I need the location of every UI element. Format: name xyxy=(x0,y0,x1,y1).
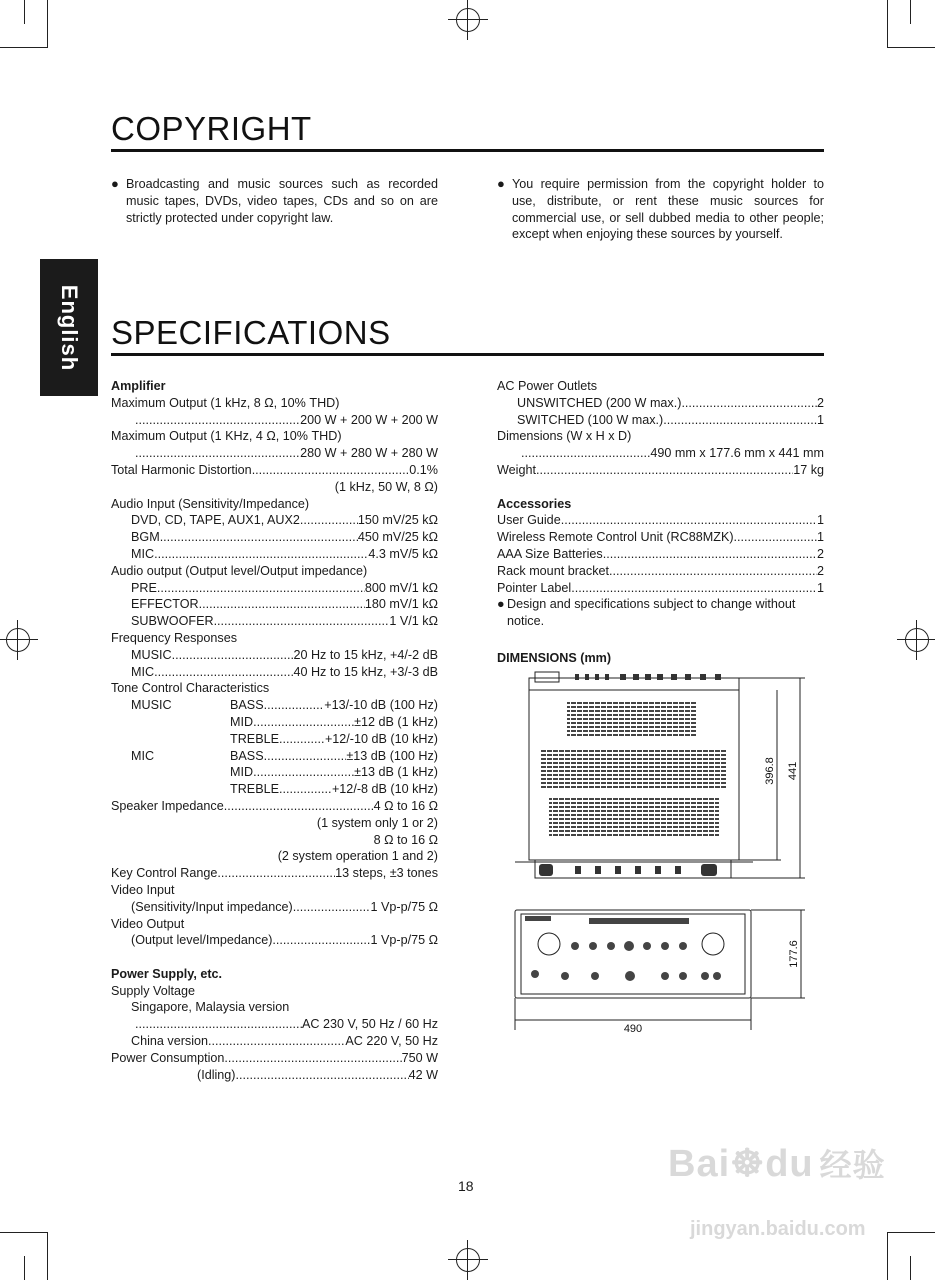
spec-row xyxy=(111,899,438,916)
spec-value: 280 W + 280 W + 280 W xyxy=(300,446,438,461)
spec-value: 4.3 mV/5 kΩ xyxy=(368,546,438,561)
spec-value: 750 W xyxy=(401,1050,438,1065)
spec-label: Video Output xyxy=(111,916,185,931)
crop-mark xyxy=(910,1256,911,1280)
accessory-row xyxy=(497,529,824,546)
spec-label: Tone Control Characteristics xyxy=(111,681,270,696)
spec-label: Power Consumption xyxy=(111,1050,225,1065)
spec-label: Singapore, Malaysia version xyxy=(131,1000,290,1015)
spec-label: EFFECTOR xyxy=(131,597,199,612)
accessory-qty: 2 xyxy=(816,563,824,578)
spec-value: 1 xyxy=(816,412,824,427)
rear-connector-strip xyxy=(575,674,721,680)
spec-row xyxy=(111,1033,438,1050)
spec-value: ±13 dB (100 Hz) xyxy=(346,748,438,763)
spec-row xyxy=(111,580,438,597)
accessory-row xyxy=(497,512,824,529)
spec-value: 1 Vp-p/75 Ω xyxy=(370,899,438,914)
spec-value: 40 Hz to 15 kHz, +3/-3 dB xyxy=(293,664,438,679)
spec-value: +13/-10 dB (100 Hz) xyxy=(324,698,438,713)
spec-label: TREBLE xyxy=(230,782,279,797)
spec-row xyxy=(111,462,438,479)
spec-value: AC 220 V, 50 Hz xyxy=(345,1034,438,1049)
tone-row-lead xyxy=(230,731,438,748)
crop-mark xyxy=(887,0,888,48)
spec-value: 180 mV/1 kΩ xyxy=(364,597,438,612)
master-knob xyxy=(702,933,724,955)
volume-knob xyxy=(538,933,560,955)
spec-label: Frequency Responses xyxy=(111,630,238,645)
spec-label: AC Power Outlets xyxy=(497,379,598,393)
spec-label: MID xyxy=(230,714,254,729)
registration-mark-bottom xyxy=(448,1240,488,1280)
spec-value: 13 steps, ±3 tones xyxy=(335,866,438,881)
spec-label: BASS xyxy=(230,748,264,763)
copyright-bullet-2 xyxy=(497,176,824,243)
spec-label: Speaker Impedance xyxy=(111,798,224,813)
accessory-label: Wireless Remote Control Unit (RC88MZK) xyxy=(497,530,734,545)
dimension-label-1776: 177.6 xyxy=(788,940,800,968)
accessory-label: Rack mount bracket xyxy=(497,563,609,578)
crop-mark xyxy=(24,1256,25,1280)
spec-row xyxy=(497,462,824,479)
spec-label: UNSWITCHED (200 W max.) xyxy=(517,395,682,410)
tone-row xyxy=(111,697,438,714)
specifications-heading: SPECIFICATIONS xyxy=(111,314,824,356)
accessory-row xyxy=(497,580,824,597)
crop-mark xyxy=(887,1232,935,1233)
spec-label: MUSIC xyxy=(131,647,172,662)
spec-label: Maximum Output (1 KHz, 4 Ω, 10% THD) xyxy=(111,429,342,444)
change-note-text: Design and specifications subject to change without notice. xyxy=(507,597,796,629)
accessory-label: User Guide xyxy=(497,513,561,528)
spec-label: Key Control Range xyxy=(111,866,218,881)
tone-row-lead xyxy=(230,781,438,798)
spec-value: 8 Ω to 16 Ω xyxy=(373,832,438,847)
top-view-drawing xyxy=(505,666,825,888)
spec-label: Audio output (Output level/Output impedance) xyxy=(111,563,368,578)
spec-value: 0.1% xyxy=(409,462,438,477)
spec-label: BGM xyxy=(131,530,160,545)
registration-mark-right xyxy=(897,620,935,660)
language-tab xyxy=(40,259,98,396)
spec-row xyxy=(497,445,824,462)
tone-row xyxy=(111,731,438,748)
spec-note: (2 system operation 1 and 2) xyxy=(277,849,438,864)
spacer xyxy=(497,630,824,650)
spec-row xyxy=(111,932,438,949)
spec-row xyxy=(111,613,438,630)
bullet-icon: ● xyxy=(497,597,505,612)
ventilation-grille xyxy=(541,700,727,836)
spec-row xyxy=(111,647,438,664)
spec-row xyxy=(111,546,438,563)
crop-mark xyxy=(24,0,25,24)
spec-label: Total Harmonic Distortion xyxy=(111,462,252,477)
spec-row xyxy=(111,664,438,681)
rear-panel-connectors xyxy=(535,672,559,682)
spec-label: Weight xyxy=(497,462,536,477)
watermark-url: jingyan.baidu.com xyxy=(690,1218,866,1240)
front-view-drawing xyxy=(505,900,825,1040)
spacer xyxy=(497,479,824,496)
spec-label: SWITCHED (100 W max.) xyxy=(517,412,664,427)
tone-row xyxy=(111,748,438,765)
spec-value: 800 mV/1 kΩ xyxy=(364,580,438,595)
copyright-bullet-text: Broadcasting and music sources such as recorded music tapes, DVDs, video tapes, CDs and so on are strictly protected under copyright law. xyxy=(126,177,438,225)
spec-row xyxy=(497,395,824,412)
spec-value: AC 230 V, 50 Hz / 60 Hz xyxy=(301,1017,438,1032)
front-controls xyxy=(525,916,721,981)
watermark-brand-2: du xyxy=(765,1143,814,1185)
spec-row xyxy=(111,865,438,882)
spec-row xyxy=(111,798,438,815)
copyright-bullet-text: You require permission from the copyright holder to use, distribute, or rent these music sources for commercial use, or sell dubbed media to other people; except when enjoying these sources by yourself. xyxy=(512,177,824,242)
spec-label: BASS xyxy=(230,698,264,713)
tone-row-lead xyxy=(230,714,438,731)
spec-row xyxy=(497,412,824,429)
crop-mark xyxy=(887,1232,888,1280)
spec-value: 200 W + 200 W + 200 W xyxy=(300,412,438,427)
spec-row xyxy=(111,445,438,462)
spec-row xyxy=(111,529,438,546)
accessory-label: Pointer Label xyxy=(497,580,572,595)
dimension-label-441: 441 xyxy=(787,761,799,781)
tone-row xyxy=(111,714,438,731)
spec-label: MIC xyxy=(131,664,155,679)
spec-label: TREBLE xyxy=(230,731,279,746)
spec-value: 20 Hz to 15 kHz, +4/-2 dB xyxy=(293,647,438,662)
power-supply-title: Power Supply, etc. xyxy=(111,966,223,981)
spec-value: ±13 dB (1 kHz) xyxy=(354,765,438,780)
registration-mark-left xyxy=(0,620,38,660)
crop-mark xyxy=(887,47,935,48)
accessory-row xyxy=(497,563,824,580)
crop-mark xyxy=(910,0,911,24)
registration-mark-top xyxy=(448,0,488,40)
copyright-bullet-1 xyxy=(111,176,438,226)
spacer xyxy=(111,949,438,966)
accessories-title: Accessories xyxy=(497,496,572,511)
spec-label: SUBWOOFER xyxy=(131,614,214,629)
spec-label: Audio Input (Sensitivity/Impedance) xyxy=(111,496,310,511)
spec-row xyxy=(111,1050,438,1067)
change-note xyxy=(497,596,824,630)
spec-value: +12/-8 dB (10 kHz) xyxy=(331,782,438,797)
dimensions-title: DIMENSIONS (mm) xyxy=(497,650,612,665)
spec-label: Maximum Output (1 kHz, 8 Ω, 10% THD) xyxy=(111,395,340,410)
spec-label: MIC xyxy=(131,546,155,561)
tone-row-lead xyxy=(230,697,438,714)
crop-mark xyxy=(0,47,48,48)
spec-label: (Output level/Impedance) xyxy=(131,933,273,948)
tone-row-lead xyxy=(230,748,438,765)
watermark xyxy=(668,1140,886,1186)
watermark-brand: Bai xyxy=(668,1143,731,1185)
spec-value: 17 kg xyxy=(793,462,824,477)
spec-value: 450 mV/25 kΩ xyxy=(357,530,438,545)
tone-row xyxy=(111,781,438,798)
spec-label: DVD, CD, TAPE, AUX1, AUX2 xyxy=(131,513,300,528)
watermark-cn: 经验 xyxy=(819,1147,886,1183)
spec-value: 1 V/1 kΩ xyxy=(389,614,438,629)
spec-left-column xyxy=(111,378,438,1083)
accessory-qty: 1 xyxy=(816,530,824,545)
tone-row xyxy=(111,764,438,781)
spec-right-column xyxy=(497,378,824,667)
tone-row-lead xyxy=(230,764,438,781)
spec-value: 42 W xyxy=(408,1067,438,1082)
spec-label: PRE xyxy=(131,580,157,595)
spec-label: Video Input xyxy=(111,882,175,897)
front-knobs xyxy=(539,864,717,876)
spec-label: (Idling) xyxy=(197,1067,236,1082)
spec-row xyxy=(111,412,438,429)
page-number: 18 xyxy=(458,1178,474,1194)
spec-value: 4 Ω to 16 Ω xyxy=(373,798,438,813)
spec-value: 2 xyxy=(816,395,824,410)
spec-label: China version xyxy=(131,1034,209,1049)
crop-mark xyxy=(47,1232,48,1280)
amplifier-title: Amplifier xyxy=(111,379,166,393)
crop-mark xyxy=(47,0,48,48)
spec-value: 1 Vp-p/75 Ω xyxy=(370,933,438,948)
spec-value: 490 mm x 177.6 mm x 441 mm xyxy=(650,446,824,461)
accessory-qty: 1 xyxy=(816,513,824,528)
spec-value: 150 mV/25 kΩ xyxy=(357,513,438,528)
spec-label: Supply Voltage xyxy=(111,983,196,998)
spec-label: MID xyxy=(230,765,254,780)
accessory-qty: 2 xyxy=(816,546,824,561)
dimension-label-3968: 396.8 xyxy=(764,757,776,785)
spec-note: (1 system only 1 or 2) xyxy=(316,815,438,830)
spec-value: +12/-10 dB (10 kHz) xyxy=(324,731,438,746)
tone-group-label: MUSIC xyxy=(131,698,172,713)
spec-row xyxy=(111,1067,438,1084)
paw-icon: ☸ xyxy=(730,1143,766,1185)
spec-row xyxy=(111,1016,438,1033)
crop-mark xyxy=(0,1232,48,1233)
spec-note: (1 kHz, 50 W, 8 Ω) xyxy=(334,479,438,494)
spec-label: Dimensions (W x H x D) xyxy=(497,429,632,444)
spec-row xyxy=(111,596,438,613)
language-tab-label: English xyxy=(57,284,82,371)
spec-row xyxy=(111,512,438,529)
accessory-label: AAA Size Batteries xyxy=(497,546,603,561)
tone-group-label: MIC xyxy=(131,748,155,763)
accessory-qty: 1 xyxy=(816,580,824,595)
accessory-row xyxy=(497,546,824,563)
copyright-heading: COPYRIGHT xyxy=(111,110,824,152)
dimension-label-490: 490 xyxy=(623,1023,643,1035)
spec-label: (Sensitivity/Input impedance) xyxy=(131,899,293,914)
bullet-icon: ● xyxy=(497,176,505,191)
spec-value: ±12 dB (1 kHz) xyxy=(354,714,438,729)
bullet-icon: ● xyxy=(111,176,119,191)
